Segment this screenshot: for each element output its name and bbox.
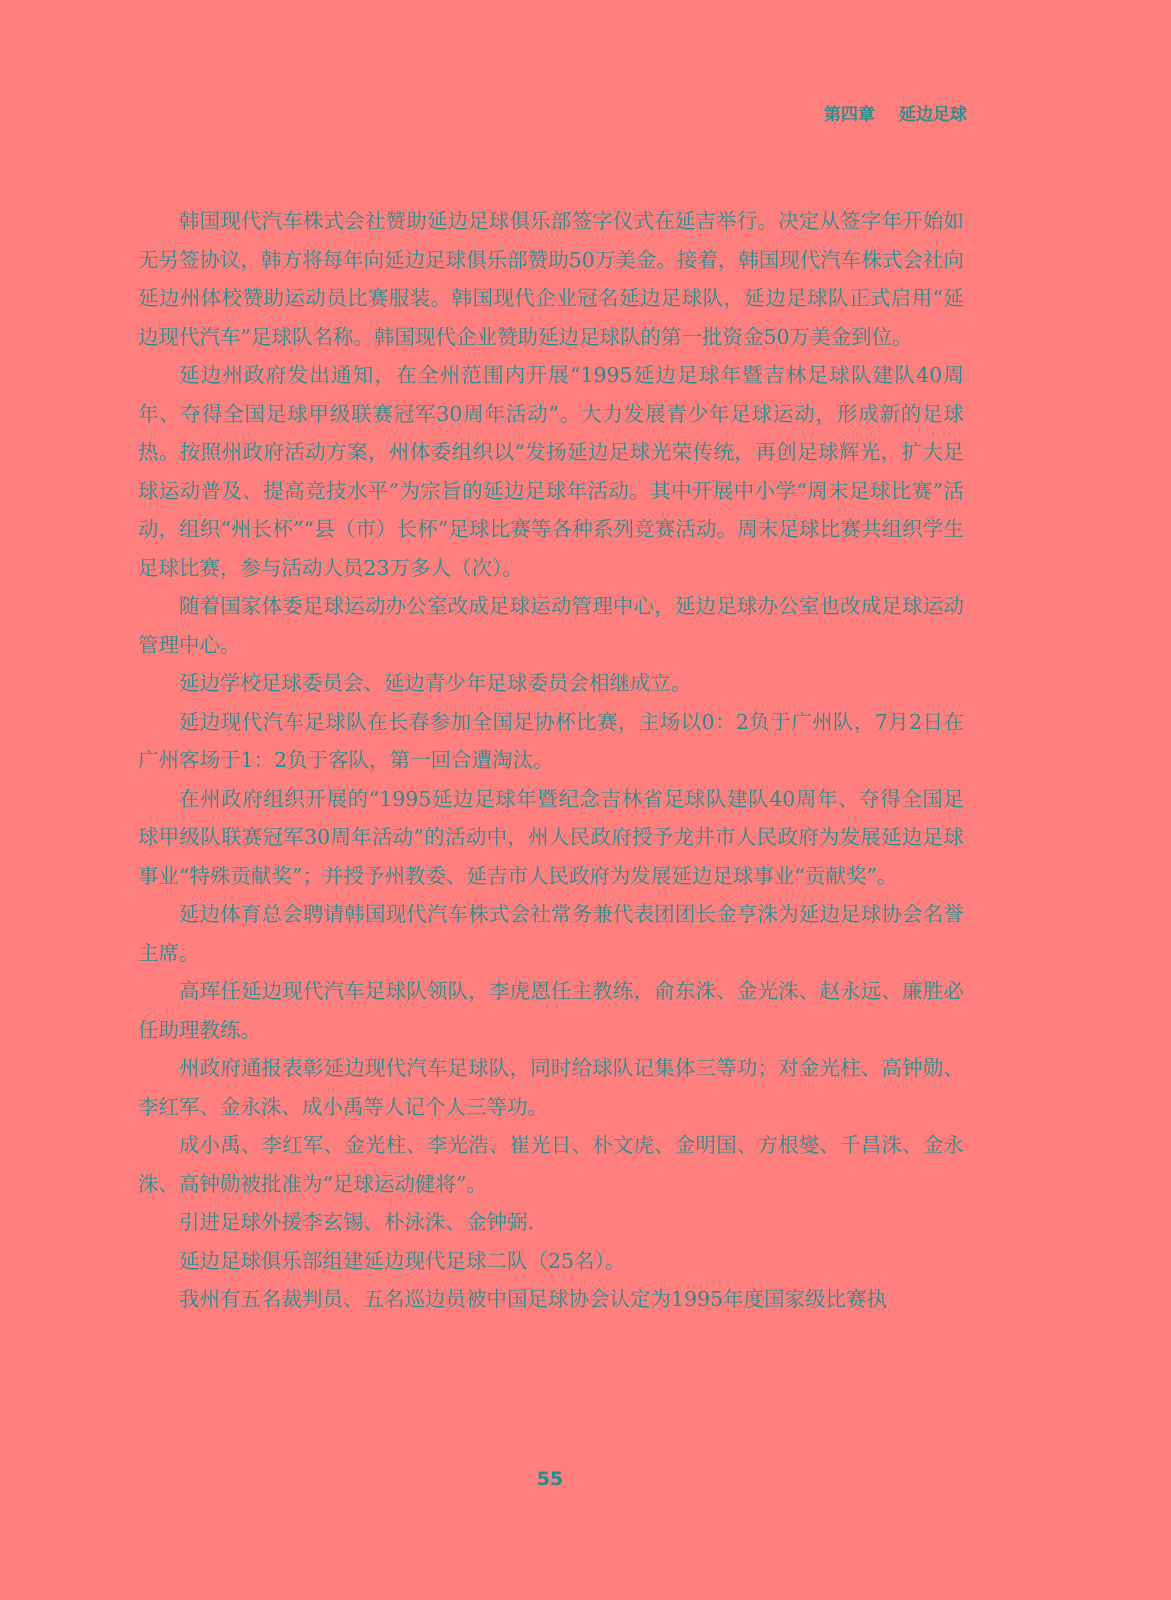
paragraph-6: 在州政府组织开展的“1995延边足球年暨纪念吉林省足球队建队40周年、夺得全国足球甲级队联赛冠军30周年活动”的活动中，州人民政府授予龙井市人民政府为发展延边足球事业“特殊贡献奖”；并授予州教委、延吉市人民政府为发展延边足球事业“贡献奖”。 <box>138 786 964 888</box>
paragraph-10: 成小禹、李红军、金光柱、李光浩、崔光日、朴文虎、金明国、方根燮、千昌洙、金永洙、高钟勋被批准为“足球运动健将”。 <box>138 1133 964 1196</box>
chapter-number: 第四章 <box>824 105 875 125</box>
paragraph-9: 州政府通报表彰延边现代汽车足球队，同时给球队记集体三等功；对金光柱、高钟勋、李红军、金永洙、成小禹等人记个人三等功。 <box>138 1056 964 1119</box>
paragraph-11: 引进足球外援李玄锡、朴泳洙、金钟弼. <box>179 1210 535 1234</box>
page-number: 55 <box>536 1468 564 1490</box>
running-header <box>824 100 967 125</box>
paragraph-7: 延边体育总会聘请韩国现代汽车株式会社常务兼代表团团长金亨洙为延边足球协会名誉主席。 <box>138 902 964 965</box>
paragraph-12: 延边足球俱乐部组建延边现代足球二队（25名）。 <box>179 1248 626 1273</box>
paragraph-4: 延边学校足球委员会、延边青少年足球委员会相继成立。 <box>179 671 692 695</box>
paragraph-13: 我州有五名裁判员、五名巡边员被中国足球协会认定为1995年度国家级比赛执 <box>179 1287 888 1311</box>
paragraph-5: 延边现代汽车足球队在长春参加全国足协杯比赛，主场以0：2负于广州队，7月2日在广州客场于1：2负于客队，第一回合遭淘汰。 <box>138 709 964 772</box>
paragraph-1: 韩国现代汽车株式会社赞助延边足球俱乐部签字仪式在延吉举行。决定从签字年开始如无另签协议，韩方将每年向延边足球俱乐部赞助50万美金。接着，韩国现代汽车株式会社向延边州体校赞助运动员比赛服装。韩国现代企业冠名延边足球队，延边足球队正式启用“延边现代汽车”足球队名称。韩国现代企业赞助延边足球队的第一批资金50万美金到位。 <box>138 209 964 349</box>
paragraph-8: 高珲任延边现代汽车足球队领队，李虎恩任主教练，俞东洙、金光洙、赵永远、廉胜必任助理教练。 <box>138 979 964 1042</box>
paragraph-2: 延边州政府发出通知，在全州范围内开展“1995延边足球年暨吉林足球队建队40周年、夺得全国足球甲级联赛冠军30周年活动”。大力发展青少年足球运动，形成新的足球热。按照州政府活动方案，州体委组织以“发扬延边足球光荣传统，再创足球辉光，扩大足球运动普及、提高竞技水平”为宗旨的延边足球年活动。其中开展中小学“周末足球比赛”活动，组织“州长杯”“县（市）长杯”足球比赛等各种系列竞赛活动。周末足球比赛共组织学生足球比赛，参与活动人员23万多人（次）。 <box>138 363 964 580</box>
chapter-title: 延边足球 <box>899 105 967 125</box>
paragraph-3: 随着国家体委足球运动办公室改成足球运动管理中心，延边足球办公室也改成足球运动管理中心。 <box>138 594 964 657</box>
body-text <box>138 202 964 1319</box>
